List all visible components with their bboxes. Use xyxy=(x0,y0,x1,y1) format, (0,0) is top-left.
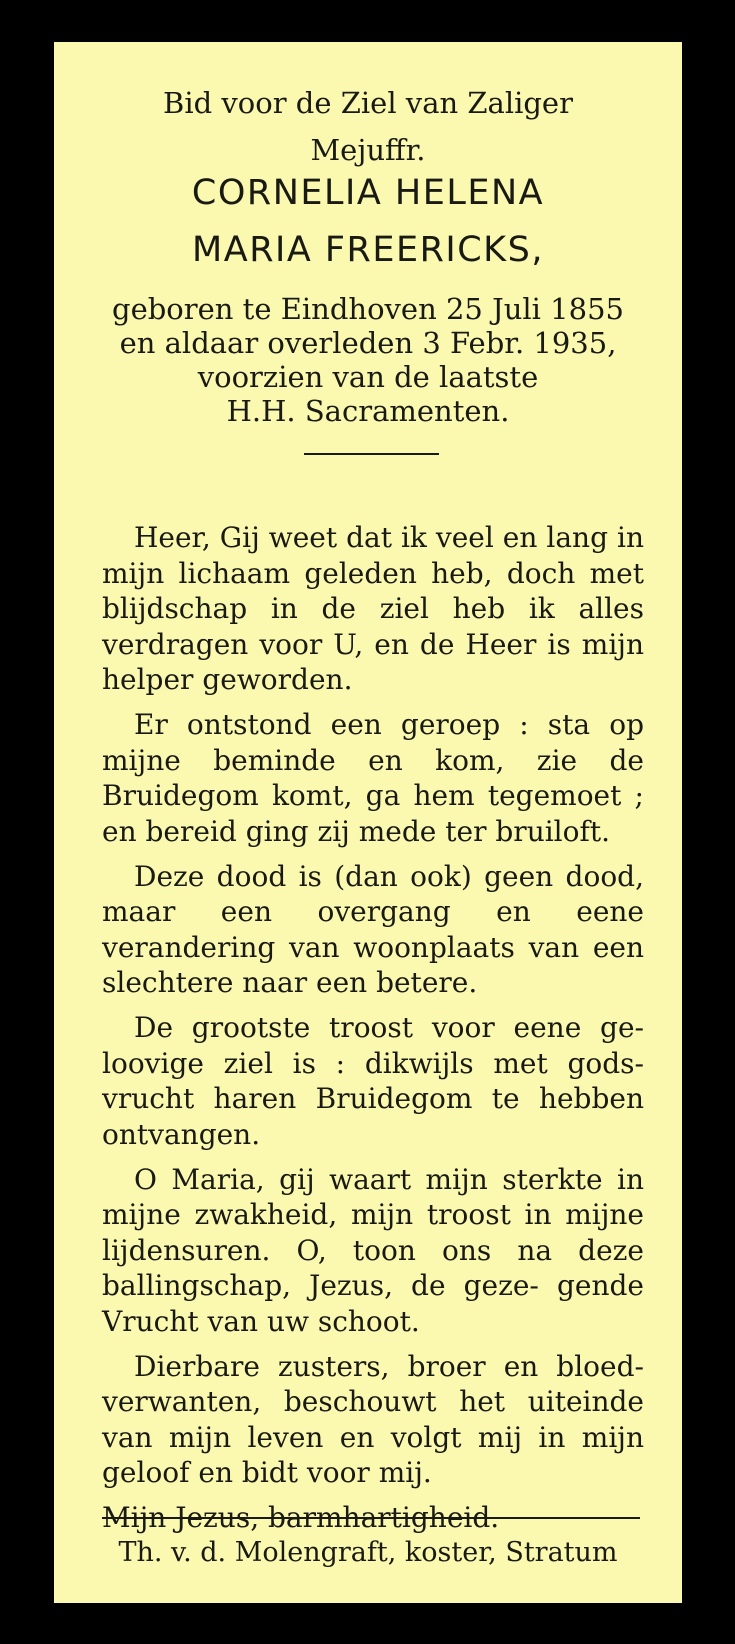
divider-long xyxy=(102,1517,640,1519)
paragraph: O Maria, gij waart mijn sterkte in mijne zwakheid, mijn troost in mijne lijdensuren. O, toon ons na deze ballingschap, Jezus, de geze- gende Vrucht van uw schoot. xyxy=(102,1162,644,1338)
printer-credit: Th. v. d. Molengraft, koster, Stratum xyxy=(118,1537,618,1568)
divider-short xyxy=(304,453,439,455)
prayer-heading: Bid voor de Ziel van Zaliger xyxy=(163,86,573,120)
paragraph: Heer, Gij weet dat ik veel en lang in mijn lichaam geleden heb, doch met blijdschap in de ziel heb ik alles verdragen voor U, en de Heer is mijn helper geworden. xyxy=(102,521,644,696)
paragraph: Er ontstond een geroep : sta op mijne beminde en kom, zie de Bruidegom komt, ga hem tegemoet ; en bereid ging zij mede ter bruiloft. xyxy=(102,708,644,848)
sacraments-line-2: H.H. Sacramenten. xyxy=(226,394,510,428)
paragraph: Deze dood is (dan ook) geen dood, maar een overgang en eene verandering van woonplaats van een slechtere naar een betere. xyxy=(102,859,644,999)
death-line: en aldaar overleden 3 Febr. 1935, xyxy=(119,326,617,360)
deceased-name-line-2: MARIA FREERICKS, xyxy=(192,230,544,270)
birth-line: geboren te Eindhoven 25 Juli 1855 xyxy=(112,292,624,326)
title-honorific: Mejuffr. xyxy=(310,133,426,167)
sacraments-line-1: voorzien van de laatste xyxy=(197,360,539,394)
life-dates xyxy=(54,292,682,428)
closing-invocation: Mijn Jezus, barmhartigheid. xyxy=(102,1501,500,1534)
prayer-text xyxy=(102,520,644,1545)
deceased-name-line-1: CORNELIA HELENA xyxy=(191,173,545,213)
paragraph: Dierbare zusters, broer en bloed- verwanten, beschouwt het uiteinde van mijn leven en volgt mij in mijn geloof en bidt voor mij. xyxy=(102,1349,644,1489)
paragraph: De grootste troost voor eene ge- loovige ziel is : dikwijls met gods- vrucht haren Bruidegom te hebben ontvangen. xyxy=(102,1011,644,1151)
memorial-card xyxy=(54,42,682,1603)
